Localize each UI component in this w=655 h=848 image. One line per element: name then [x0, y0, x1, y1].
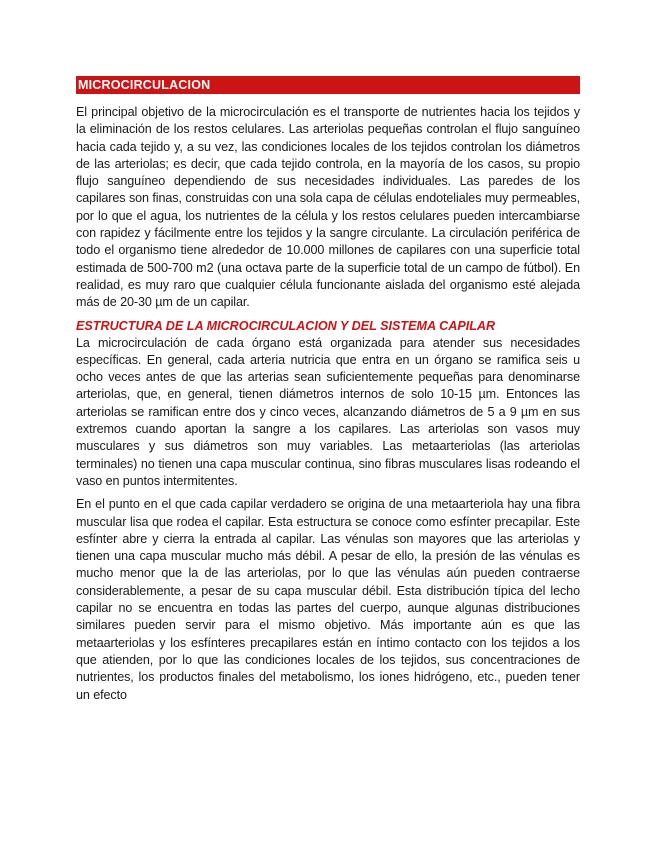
- structure-paragraph: La microcirculación de cada órgano está organizada para atender sus necesidades específicas. En general, cada arteria nutricia que entra en un órgano se ramifica seis u ocho veces antes de que las arterias sean suficientemente pequeñas para denominarse arteriolas, que, en general, tienen diámetros internos de solo 10-15 µm. Entonces las arteriolas se ramifican entre dos y cinco veces, alcanzando diámetros de 5 a 9 µm en sus extremos cuando aportan la sangre a los capilares. Las arteriolas son vasos muy musculares y sus diámetros son muy variables. Las metaarteriolas (las arteriolas terminales) no tienen una capa muscular continua, sino fibras musculares lisas rodeando el vaso en puntos intermitentes.: [76, 335, 580, 488]
- document-body: [76, 76, 580, 704]
- section-heading-bar: MICROCIRCULACION: [76, 76, 580, 94]
- subsection-heading: ESTRUCTURA DE LA MICROCIRCULACION Y DEL SISTEMA CAPILAR: [76, 318, 496, 333]
- intro-paragraph: El principal objetivo de la microcirculación es el transporte de nutrientes hacia los tejidos y la eliminación de los restos celulares. Las arteriolas pequeñas controlan el flujo sanguíneo hacia cada tejido y, a su vez, las condiciones locales de los tejidos controlan los diámetros de las arteriolas; es decir, que cada tejido controla, en la mayoría de los casos, su propio flujo sanguíneo dependiendo de sus necesidades individuales. Las paredes de los capilares son finas, construidas con una sola capa de células endoteliales muy permeables, por lo que el agua, los nutrientes de la célula y los restos celulares pueden intercambiarse con rapidez y fácilmente entre los tejidos y la sangre circulante. La circulación periférica de todo el organismo tiene alrededor de 10.000 millones de capilares con una superficie total estimada de 500-700 m2 (una octava parte de la superficie total de un campo de fútbol). En realidad, es muy raro que cualquier célula funcionante aislada del organismo esté alejada más de 20-30 µm de un capilar.: [76, 105, 580, 310]
- capillary-paragraph: En el punto en el que cada capilar verdadero se origina de una metaarteriola hay una fibra muscular lisa que rodea el capilar. Esta estructura se conoce como esfínter precapilar. Este esfínter abre y cierra la entrada al capilar. Las vénulas son mayores que las arteriolas y tienen una capa muscular mucho más débil. A pesar de ello, la presión de las vénulas es mucho menor que la de las arteriolas, por lo que las vénulas aún pueden contraerse considerablemente, a pesar de su capa muscular débil. Esta distribución típica del lecho capilar no se encuentra en todas las partes del cuerpo, aunque algunas distribuciones similares pueden servir para el mismo objetivo. Más importante aún es que las metaarteriolas y los esfínteres precapilares están en íntimo contacto con los tejidos a los que atienden, por lo que las condiciones locales de los tejidos, sus concentraciones de nutrientes, los productos finales del metabolismo, los iones hidrógeno, etc., pueden tener un efecto: [76, 497, 580, 702]
